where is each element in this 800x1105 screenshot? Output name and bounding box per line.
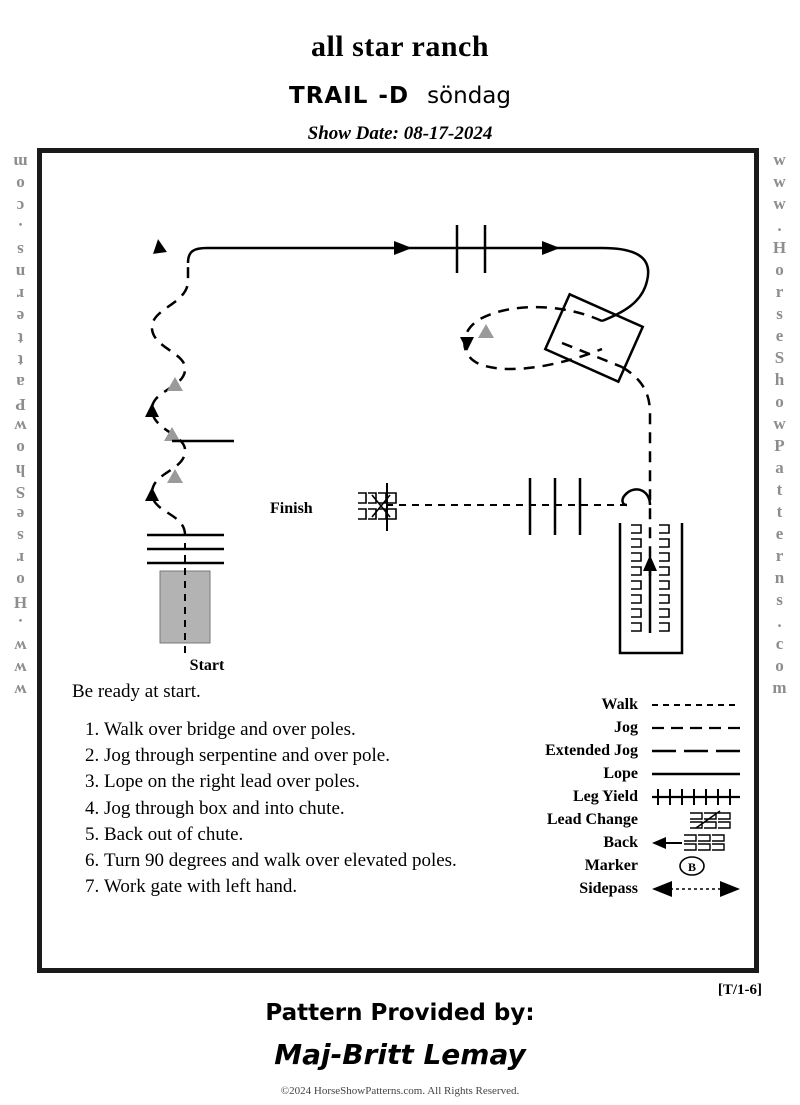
- class-division: -D: [378, 83, 410, 109]
- legend-item-extended-jog: [462, 739, 742, 762]
- list-item: 5. Back out of chute.: [104, 823, 472, 846]
- cone-marker-4: [478, 324, 494, 338]
- legend-item-jog: [462, 716, 742, 739]
- legend-label: Back: [603, 833, 638, 851]
- provided-by-label: Pattern Provided by:: [265, 1000, 535, 1026]
- show-date: Show Date: 08-17-2024: [307, 123, 493, 144]
- sidepass-icon: [650, 878, 742, 900]
- jog-to-chute-path: [622, 367, 650, 583]
- jog-box-loop: [464, 307, 602, 369]
- lope-line-icon: [650, 763, 742, 785]
- page-tag: [T/1-6]: [717, 982, 762, 998]
- back-icon: [650, 832, 742, 854]
- arrowhead-lope-2: [542, 241, 560, 255]
- legend-label: Extended Jog: [545, 741, 638, 759]
- class-subtitle: [0, 83, 800, 109]
- arrowhead-lope-1: [394, 241, 412, 255]
- marker-letter: B: [687, 859, 697, 874]
- jog-line-icon: [650, 717, 742, 739]
- legend-label: Walk: [601, 695, 638, 713]
- arena-inner: [42, 153, 754, 968]
- gate-obstacle: [358, 483, 396, 531]
- legend: [462, 693, 742, 900]
- legend-label: Lead Change: [546, 810, 638, 828]
- class-day: söndag: [427, 83, 511, 109]
- list-item: 3. Lope on the right lead over poles.: [104, 770, 472, 793]
- start-label: Start: [189, 657, 225, 674]
- watermark-left-text: www.HorseShowPatterns.com: [11, 150, 30, 700]
- watermark-right: [762, 150, 796, 980]
- finish-label: Finish: [270, 500, 313, 517]
- legend-label: Sidepass: [579, 879, 638, 897]
- legend-item-lope: [462, 762, 742, 785]
- arrowhead-serpentine-2: [145, 403, 159, 417]
- list-item: 2. Jog through serpentine and over pole.: [104, 744, 472, 767]
- legend-item-leg-yield: [462, 785, 742, 808]
- arrowhead-serpentine-1: [145, 487, 159, 501]
- legend-item-back: [462, 831, 742, 854]
- list-item: 6. Turn 90 degrees and walk over elevated poles.: [104, 849, 472, 872]
- legend-label: Leg Yield: [572, 787, 638, 805]
- arrowhead-back: [643, 555, 657, 571]
- turn-90-path: [622, 489, 650, 505]
- arrowhead-box-loop: [460, 337, 474, 351]
- legend-item-walk: [462, 693, 742, 716]
- legend-label: Lope: [603, 764, 638, 782]
- watermark-left: [4, 150, 38, 980]
- legend-item-lead-change: [462, 808, 742, 831]
- legend-item-marker: [462, 854, 742, 877]
- class-name: TRAIL: [289, 83, 369, 109]
- page-title: all star ranch: [310, 30, 490, 63]
- leg-yield-icon: [650, 786, 742, 808]
- jog-box-exit: [562, 343, 622, 367]
- steps-list: [72, 718, 472, 901]
- legend-item-sidepass: [462, 877, 742, 900]
- marker-circle-icon: [650, 855, 742, 877]
- list-item: 7. Work gate with left hand.: [104, 875, 472, 898]
- legend-label: Marker: [584, 856, 638, 874]
- arrowhead-serpentine-3: [151, 238, 167, 254]
- copyright-notice: ©2024 HorseShowPatterns.com. All Rights Reserved.: [280, 1085, 520, 1097]
- lead-change-icon: [650, 809, 742, 831]
- walk-line-icon: [650, 694, 742, 716]
- ready-note: Be ready at start.: [72, 681, 201, 702]
- list-item: 4. Jog through box and into chute.: [104, 797, 472, 820]
- author-name: Maj-Britt Lemay: [274, 1038, 526, 1071]
- legend-label: Jog: [614, 718, 638, 736]
- arena-diagram: [37, 148, 759, 973]
- extended-jog-line-icon: [650, 740, 742, 762]
- watermark-right-text: www.HorseShowPatterns.com: [770, 150, 789, 700]
- list-item: 1. Walk over bridge and over poles.: [104, 718, 472, 741]
- serpentine-jog-path: [152, 263, 188, 535]
- lope-curve-right: [602, 248, 648, 321]
